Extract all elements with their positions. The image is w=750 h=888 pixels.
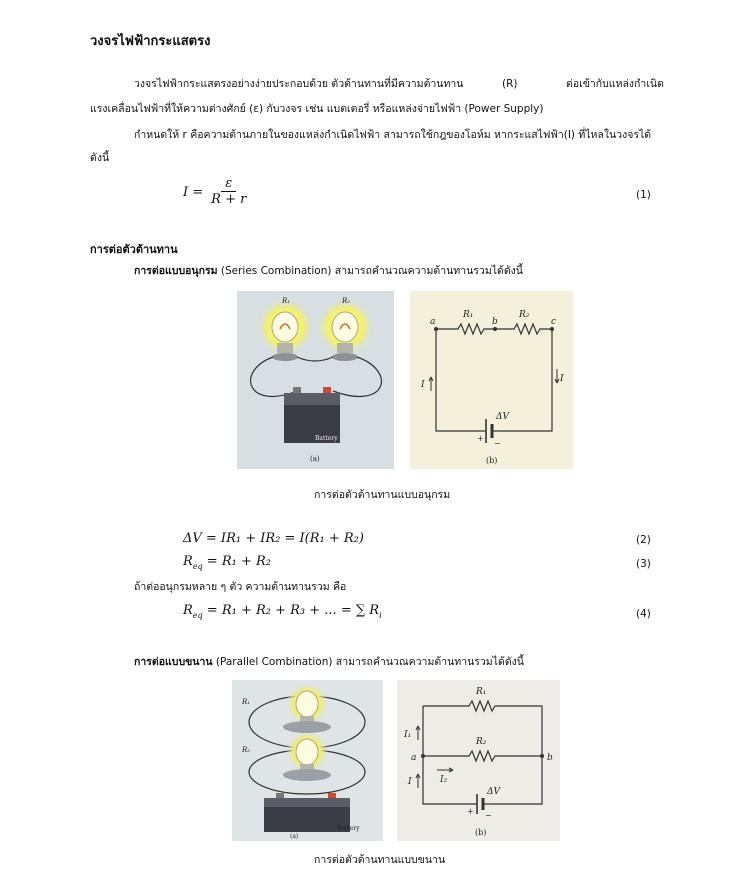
parallel-heading — [134, 655, 524, 669]
parallel-resistor-r1: R₁ — [476, 687, 487, 697]
equation-2 — [183, 531, 364, 546]
parallel-schematic-diagram — [397, 680, 560, 841]
parallel-node-a: a — [411, 753, 417, 763]
series-node-a: a — [430, 317, 436, 327]
parallel-caption: การต่อตัวต้านทานแบบขนาน — [314, 854, 446, 866]
equation-3 — [183, 554, 271, 571]
parallel-photo-illustration — [232, 680, 383, 841]
current-arrow-i — [416, 774, 420, 788]
eq2-number: (2) — [636, 534, 651, 546]
bulb-icon-2 — [332, 312, 358, 342]
series-photo-r2: R₂ — [342, 297, 351, 305]
series-photo-panel: (a) — [310, 455, 320, 463]
parallel-photo-r1: R₁ — [242, 698, 251, 706]
series-heading — [134, 264, 523, 278]
parallel-schematic — [397, 680, 560, 841]
parallel-battery-minus: − — [485, 811, 492, 820]
page-title: วงจรไฟฟ้ากระแสตรง — [90, 34, 211, 49]
parallel-current-i: I — [408, 777, 412, 787]
series-caption: การต่อตัวต้านทานแบบอนุกรม — [314, 489, 451, 501]
parallel-heading-rest: (Parallel Combination) สามารถคำนวณความต้านทานรวมได้ดังนี้ — [215, 656, 524, 668]
intro-line1c: ต่อเข้ากับแหล่งกำเนิด — [566, 78, 664, 90]
eq4-lhs: R — [183, 603, 193, 618]
parallel-resistor-r2: R₂ — [476, 737, 487, 747]
bulb-icon-top — [296, 691, 318, 717]
eq1-number: (1) — [636, 189, 651, 201]
parallel-node-b: b — [547, 753, 553, 763]
eq4-tail-sub: i — [379, 611, 382, 620]
eq3-rhs: = R₁ + R₂ — [206, 554, 271, 569]
parallel-photo — [232, 680, 383, 841]
series-resistor-r2: R₂ — [519, 310, 530, 320]
parallel-schematic-panel: (b) — [475, 828, 487, 837]
eq4-rhs: = R₁ + R₂ + R₃ + ... = ∑ — [206, 603, 366, 618]
intro-line2: แรงเคลื่อนไฟฟ้าที่ให้ความต่างศักย์ (ε) กับวงจร เช่น แบตเตอรี่ หรือแหล่งจ่ายไฟฟ้า (Power Supply) — [90, 103, 544, 115]
eq3-lhs: R — [183, 554, 193, 569]
parallel-battery-plus: + — [467, 807, 474, 816]
series-photo — [237, 291, 394, 469]
bulb-icon-1 — [272, 312, 298, 342]
series-photo-battery-label: Battery — [315, 435, 338, 442]
series-current-left: I — [421, 380, 425, 390]
eq4-lhs-sub: eq — [192, 611, 203, 620]
current-arrow-i2 — [437, 768, 453, 772]
eq2-text: ΔV = IR₁ + IR₂ = I(R₁ + R₂) — [183, 531, 364, 546]
series-schematic-diagram — [410, 291, 573, 469]
equation-1 — [183, 176, 250, 208]
eq1-lhs: I = — [183, 184, 204, 200]
intro-line4: ดังนี้ — [90, 152, 110, 164]
parallel-photo-panel: (a) — [290, 833, 299, 840]
series-node-b: b — [492, 317, 498, 327]
current-arrow-left — [429, 377, 433, 391]
section-heading: การต่อตัวต้านทาน — [90, 243, 178, 256]
parallel-current-i2: I₂ — [440, 775, 448, 785]
series-schematic-panel: (b) — [486, 456, 498, 465]
intro-line1b: (R) — [502, 78, 518, 90]
eq4-number: (4) — [636, 608, 651, 620]
intro-line3: กำหนดให้ r คือความต้านภายในของแหล่งกำเนิดไฟฟ้า สามารถใช้กฎของโอห์ม หากระแสไฟฟ้า(I) ที่ไหลในวงจรได้ — [134, 129, 652, 141]
eq1-fraction — [207, 176, 250, 208]
bulb-icon-bottom — [296, 739, 318, 765]
current-arrow-right — [555, 369, 559, 383]
parallel-photo-battery-label: Battery — [337, 825, 360, 832]
series-heading-bold: การต่อแบบอนุกรม — [134, 265, 218, 277]
series-battery-minus: − — [494, 439, 501, 448]
series-battery-dv: ΔV — [496, 412, 509, 422]
parallel-battery-dv: ΔV — [487, 787, 500, 797]
many-resistors-text: ถ้าต่ออนุกรมหลาย ๆ ตัว ความต้านทานรวม คือ — [134, 581, 347, 593]
current-arrow-i1 — [416, 726, 420, 740]
eq1-denominator: R + r — [211, 192, 247, 207]
equation-4 — [183, 603, 382, 620]
intro-line1a: วงจรไฟฟ้ากระแสตรงอย่างง่ายประกอบด้วย ตัวต้านทานที่มีความต้านทาน — [134, 78, 464, 90]
series-schematic — [410, 291, 573, 469]
parallel-current-i1: I₁ — [404, 730, 412, 740]
series-node-c: c — [551, 317, 557, 327]
eq4-tail: R — [369, 603, 380, 618]
eq3-lhs-sub: eq — [192, 562, 203, 571]
eq1-numerator: ε — [221, 176, 236, 192]
series-photo-illustration — [237, 291, 394, 469]
series-photo-r1: R₁ — [282, 297, 291, 305]
parallel-heading-bold: การต่อแบบขนาน — [134, 656, 213, 668]
series-resistor-r1: R₁ — [463, 310, 474, 320]
eq3-number: (3) — [636, 558, 651, 570]
parallel-photo-r2: R₂ — [242, 746, 251, 754]
series-current-right: I — [560, 374, 564, 384]
series-battery-plus: + — [477, 434, 484, 443]
series-heading-rest: (Series Combination) สามารถคำนวณความต้านทานรวมได้ดังนี้ — [220, 265, 523, 277]
